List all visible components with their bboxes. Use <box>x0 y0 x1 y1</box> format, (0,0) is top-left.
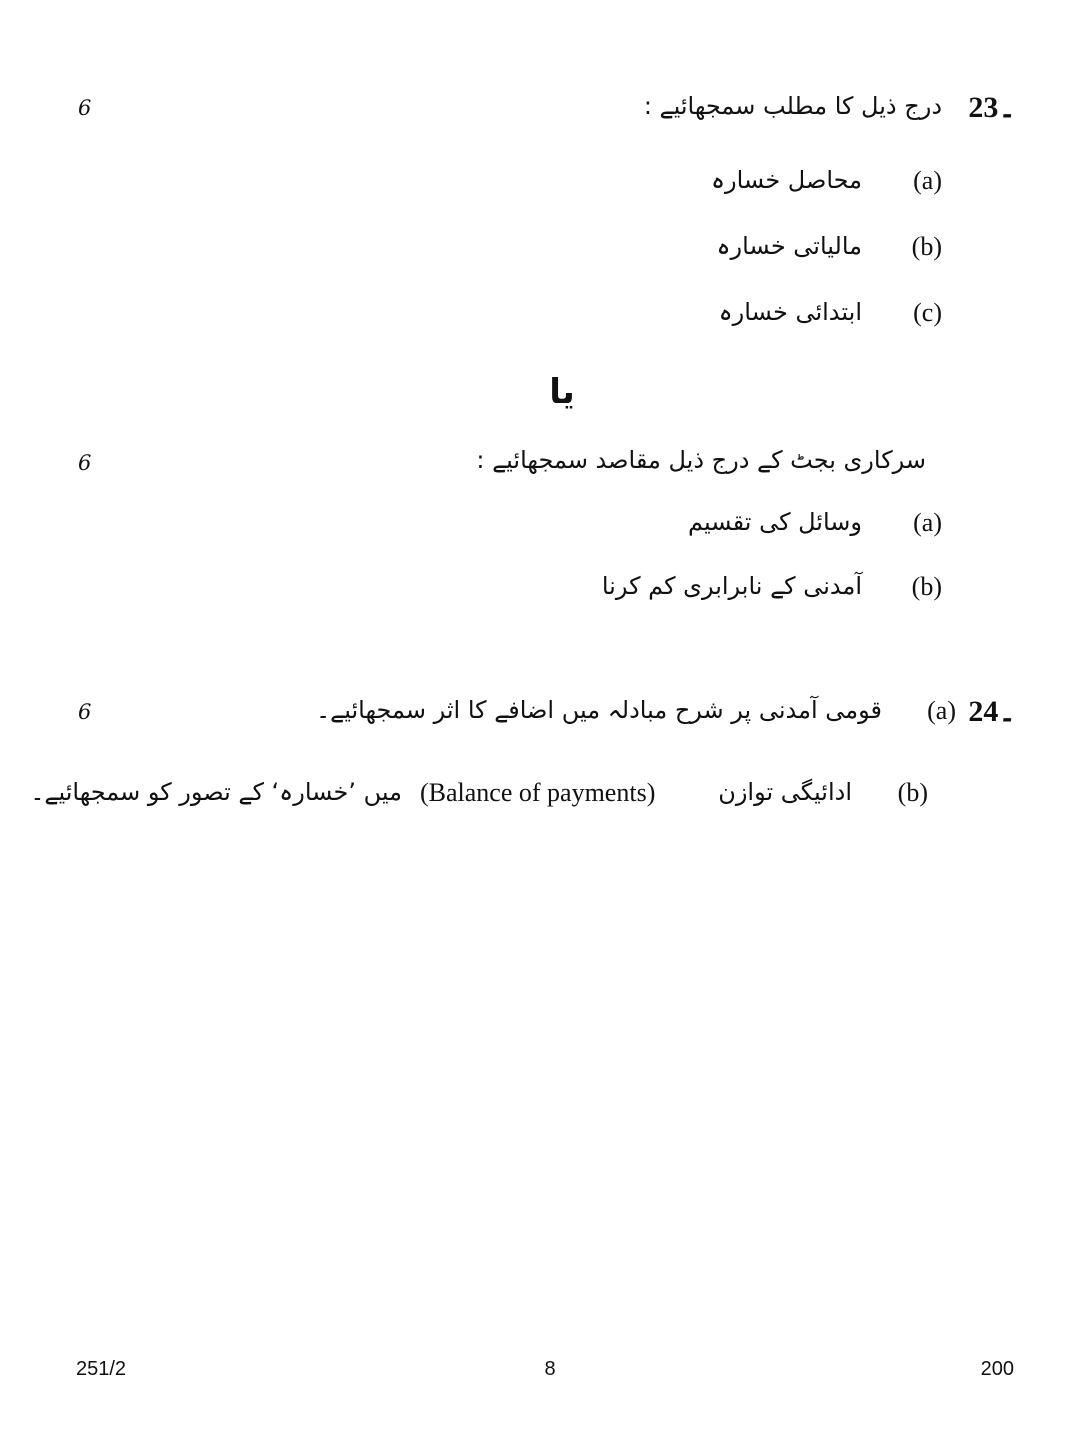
footer-page-number: 8 <box>544 1358 556 1380</box>
q24-b-text-right: ادائیگی توازن <box>718 778 852 806</box>
question-number-24: 24۔ <box>968 695 1016 728</box>
q23-stem: درج ذیل کا مطلب سمجھائیے : <box>643 92 942 120</box>
q23-item-c-label: (c) <box>913 298 942 327</box>
question-number-23: 23۔ <box>968 91 1016 124</box>
q23-item-b-text: مالیاتی خسارہ <box>716 232 862 260</box>
q23-alt-item-b-label: (b) <box>911 572 942 601</box>
q23-alt-item-a-text: وسائل کی تقسیم <box>688 508 862 536</box>
q23-item-c-text: ابتدائی خسارہ <box>718 298 862 326</box>
q24-b-text-english: (Balance of payments) <box>420 778 656 807</box>
q23-alt-stem: سرکاری بجٹ کے درج ذیل مقاصد سمجھائیے : <box>476 446 926 474</box>
q23-item-b-label: (b) <box>911 232 942 261</box>
marks-q24: 6 <box>78 700 92 724</box>
q23-alt-item-a-label: (a) <box>913 508 942 537</box>
q24-b-label: (b) <box>897 778 928 807</box>
footer-right: 200 <box>980 1358 1014 1380</box>
q23-item-a-label: (a) <box>913 166 942 195</box>
marks-q23: 6 <box>78 96 92 120</box>
q23-item-a-text: محاصل خسارہ <box>710 166 862 194</box>
q24-a-text: قومی آمدنی پر شرح مبادلہ میں اضافے کا اثر سمجھائیے۔ <box>316 696 882 724</box>
q24-b-text-left: میں ’خسارہ‘ کے تصور کو سمجھائیے۔ <box>30 778 402 806</box>
footer-code: 251/2 <box>76 1358 127 1380</box>
or-separator: یا <box>549 372 575 412</box>
q24-a-label: (a) <box>927 696 956 725</box>
q23-alt-item-b-text: آمدنی کے نابرابری کم کرنا <box>601 572 862 600</box>
marks-q23-alt: 6 <box>78 451 92 475</box>
